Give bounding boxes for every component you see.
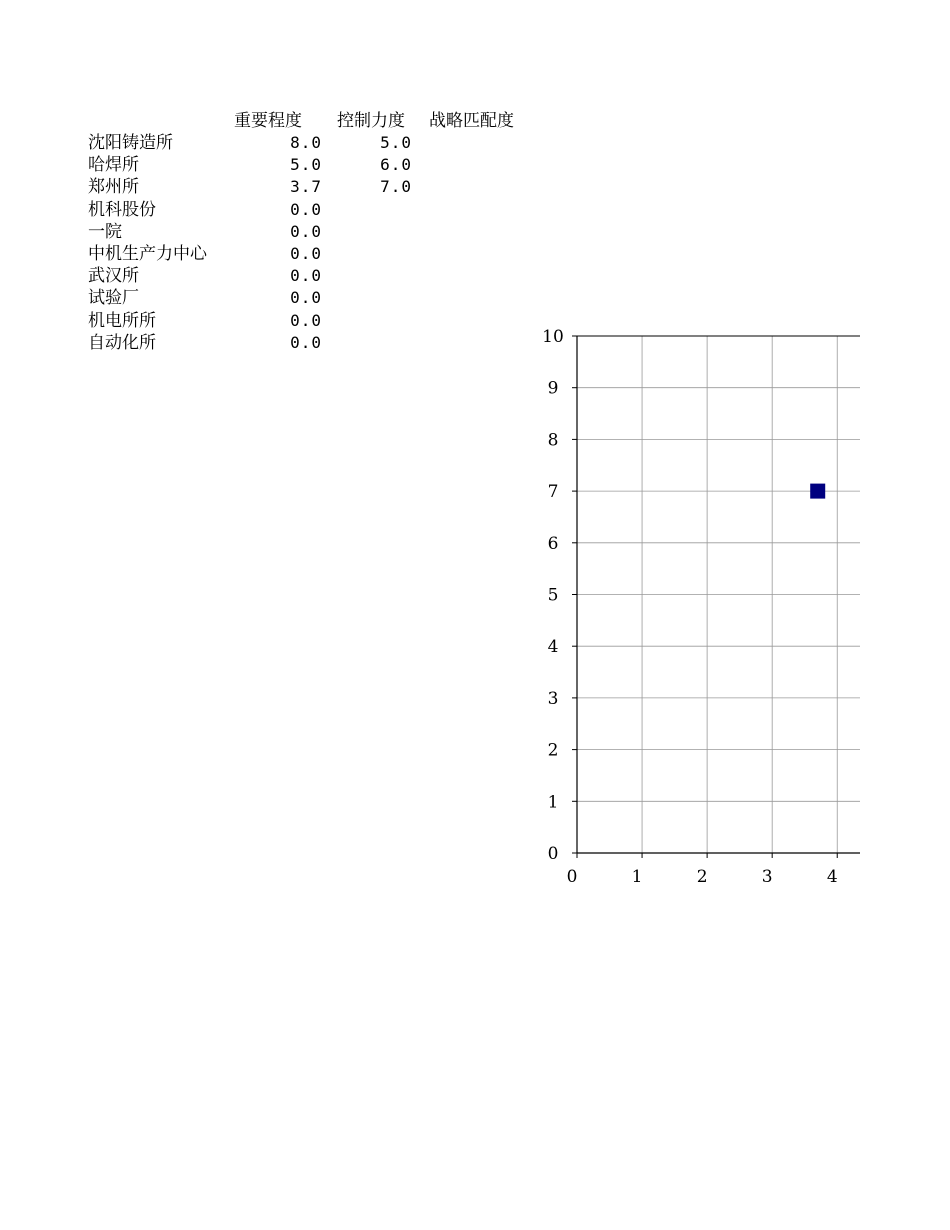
row-importance: 0.0: [290, 332, 322, 352]
row-name: 郑州所: [88, 177, 139, 198]
row-importance: 0.0: [290, 266, 322, 286]
y-tick-label: 3: [547, 688, 559, 709]
row-name: 哈焊所: [88, 155, 139, 176]
y-tick-label: 2: [547, 740, 559, 761]
header-importance: 重要程度: [234, 111, 302, 131]
row-importance: 0.0: [290, 244, 322, 263]
x-tick-label: 2: [696, 867, 708, 887]
x-tick-label: 4: [826, 867, 838, 887]
row-control: 6.0: [380, 155, 412, 175]
y-tick-label: 10: [542, 327, 564, 347]
x-tick-label: 1: [631, 867, 643, 887]
row-importance: 0.0: [290, 310, 322, 330]
row-name: 自动化所: [88, 332, 156, 353]
header-strategic-fit: 战略匹配度: [429, 111, 514, 131]
row-name: 沈阳铸造所: [88, 133, 173, 153]
y-tick-label: 0: [547, 844, 559, 864]
row-name: 中机生产力中心: [88, 244, 207, 264]
y-tick-label: 9: [547, 378, 559, 399]
row-control: 7.0: [380, 177, 412, 197]
y-tick-label: 1: [547, 792, 559, 813]
row-importance: 0.0: [290, 199, 322, 219]
y-tick-label: 8: [547, 430, 559, 451]
x-tick-label: 3: [761, 867, 773, 887]
data-point-marker: [810, 484, 825, 499]
chart-svg: [525, 320, 870, 890]
y-tick-label: 5: [547, 585, 559, 606]
y-tick-label: 6: [547, 533, 559, 554]
row-control: 5.0: [380, 133, 412, 152]
row-name: 机科股份: [88, 199, 156, 220]
row-name: 一院: [88, 221, 122, 242]
row-name: 武汉所: [88, 266, 139, 287]
scatter-chart: [525, 320, 870, 890]
row-importance: 3.7: [290, 177, 322, 197]
header-control: 控制力度: [337, 111, 405, 131]
row-name: 机电所所: [88, 310, 156, 331]
row-importance: 5.0: [290, 155, 322, 175]
x-tick-label: 0: [566, 867, 578, 887]
data-table: [0, 0, 560, 360]
y-tick-label: 7: [547, 482, 559, 503]
row-importance: 0.0: [290, 221, 322, 241]
row-name: 试验厂: [88, 288, 139, 309]
row-importance: 8.0: [290, 133, 322, 152]
y-tick-label: 4: [547, 637, 559, 658]
row-importance: 0.0: [290, 288, 322, 308]
